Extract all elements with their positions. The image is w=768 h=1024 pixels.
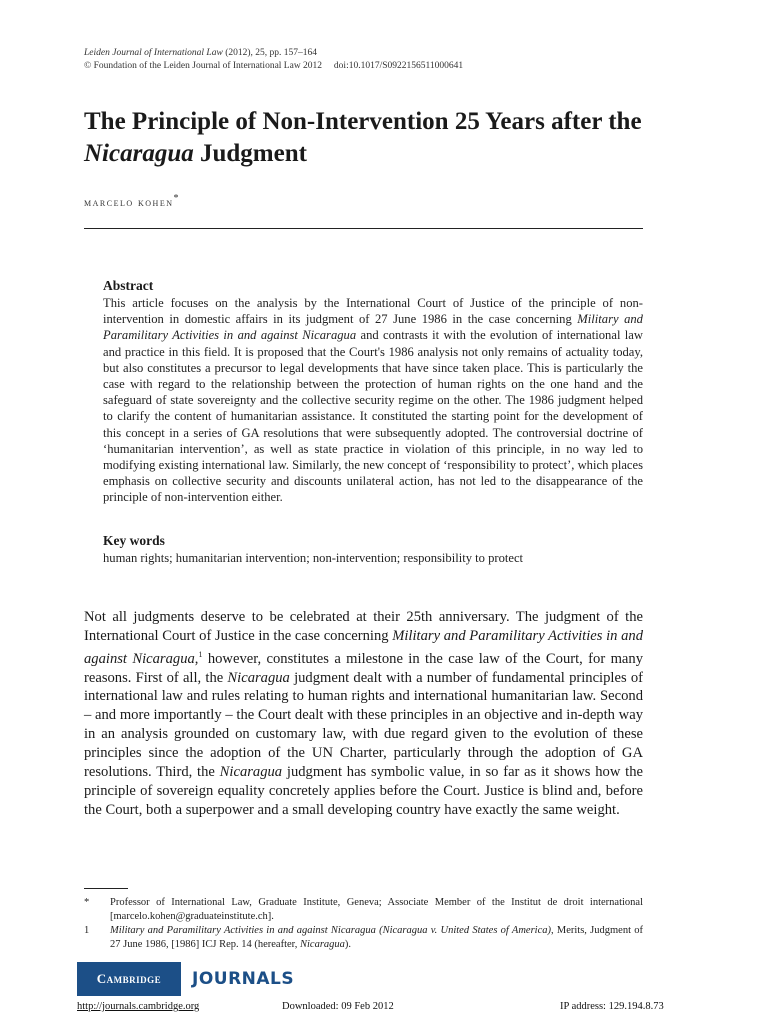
footnote-1-text [110,924,643,951]
article-title [84,106,684,170]
download-date: Downloaded: 09 Feb 2012 [282,1001,394,1012]
body-text-1: Not all judgments deserve to be celebrated at their 25th anniversary. The judgment of the International Court of Justice in the case concerning [84,609,643,644]
footnote-author [84,896,643,923]
body-case-name: Military and Paramilitary Activities in and against Nicaragua [84,627,643,667]
title-part-2: Judgment [193,140,307,167]
journal-reference [84,47,463,73]
footnote-divider [84,888,128,889]
cambridge-logo-box [77,962,181,996]
title-italic: Nicaragua [84,140,194,167]
footnote-1-text-2: ). [344,938,352,950]
title-part-1: The Principle of Non-Intervention 25 Years after the [84,108,642,135]
journal-citation [84,47,463,60]
footnote-mark-star: * [84,897,90,908]
body-text-3: however, constitutes a milestone in the case law of the Court, for many reasons. First of all, the [84,650,644,686]
abstract-text-2: and contrasts it with the evolution of international law and practice in this field. It is proposed that the Court's 1986 analysis not only remains of actuality today, but also constitutes a precursor to legal developments that have since taken place. This is particularly the case with regard to the relationship between the protection of human rights on the one hand and the safeguard of state sovereignty and the collective security regime on the other. The 1986 judgment helped to clarify the content of humanitarian assistance. It constituted the starting point for the development of this concept in a series of GA resolutions that were subsequently adopted. The controversial doctrine of ‘humanitarian intervention’, as well as state practice in violation of this principle, in no way led to modifying existing international law. Similarly, the new concept of ‘responsibility to protect’, which places emphasis on collective security and discounts unilateral action, has not led to the disappearance of the principle of non-intervention either. [103,328,643,505]
body-italic-nicaragua-1: Nicaragua [227,669,290,686]
title-divider [84,228,643,229]
footnote-mark-1: 1 [84,925,90,936]
abstract-text-1: This article focuses on the analysis by the International Court of Justice of the principle of non-intervention in domestic affairs in its judgment of 27 June 1986 in the case concerning [103,296,643,327]
footnote-author-text: Professor of International Law, Graduate Institute, Geneva; Associate Member of the Institut de droit international [marcelo.kohen@graduateinstitute.ch]. [110,897,643,922]
footnote-ref-1[interactable]: 1 [198,649,203,659]
body-paragraph [84,608,643,820]
body-text-4: judgment dealt with a number of fundamental principles of international law and rules relating to human rights and international humanitarian law. Second – and more importantly – the Court dealt with these principles in an objective and in-depth way in an analysis grounded on customary law, with due regard given to the evolution of these principles since the adoption of the UN Charter, particularly through the adoption of GA resolutions. Third, the [84,669,643,781]
footnote-1-short: Nicaragua [300,938,345,950]
keywords-text: human rights; humanitarian intervention; non-intervention; responsibility to protect [103,551,524,565]
footnote-1-case: Military and Paramilitary Activities in and against Nicaragua (Nicaragua v. United States of America) [110,925,551,936]
journals-link[interactable]: http://journals.cambridge.org [77,1001,200,1012]
abstract-case-name: Military and Paramilitary Activities in and against Nicaragua [103,312,643,343]
footnote-1 [84,924,643,951]
abstract-text [103,295,643,506]
ip-address: IP address: 129.194.8.73 [560,1001,664,1012]
journal-name: Leiden Journal of International Law [84,48,223,58]
abstract-section [103,278,643,506]
abstract-heading: Abstract [103,278,154,293]
author-footnote-mark[interactable]: * [173,193,179,204]
body-text-5: judgment has symbolic value, in so far as it shows how the principle of sovereign equality concretely applies before the Court. Justice is blind and, before the Court, both a superpower and a small developing country have exactly the same weight. [84,764,643,818]
body-italic-nicaragua-2: Nicaragua [219,764,283,781]
keywords-section [103,533,643,566]
body-text-2: , [194,650,199,667]
journal-copyright-doi: © Foundation of the Leiden Journal of International Law 2012 doi:10.1017/S0922156511000641 [84,61,464,71]
author-name [84,193,178,209]
author-text: marcelo kohen [84,196,174,209]
keywords-heading: Key words [103,533,165,548]
footnote-1-text-1: , Merits, Judgment of 27 June 1986, [1986] ICJ Rep. 14 (hereafter, [110,925,643,950]
journals-logo-text: JOURNALS [192,969,295,989]
cambridge-logo-text: Cambridge [96,971,162,986]
cambridge-journals-logo[interactable] [77,962,294,996]
journal-volume: (2012), 25, pp. 157–164 [222,48,318,58]
